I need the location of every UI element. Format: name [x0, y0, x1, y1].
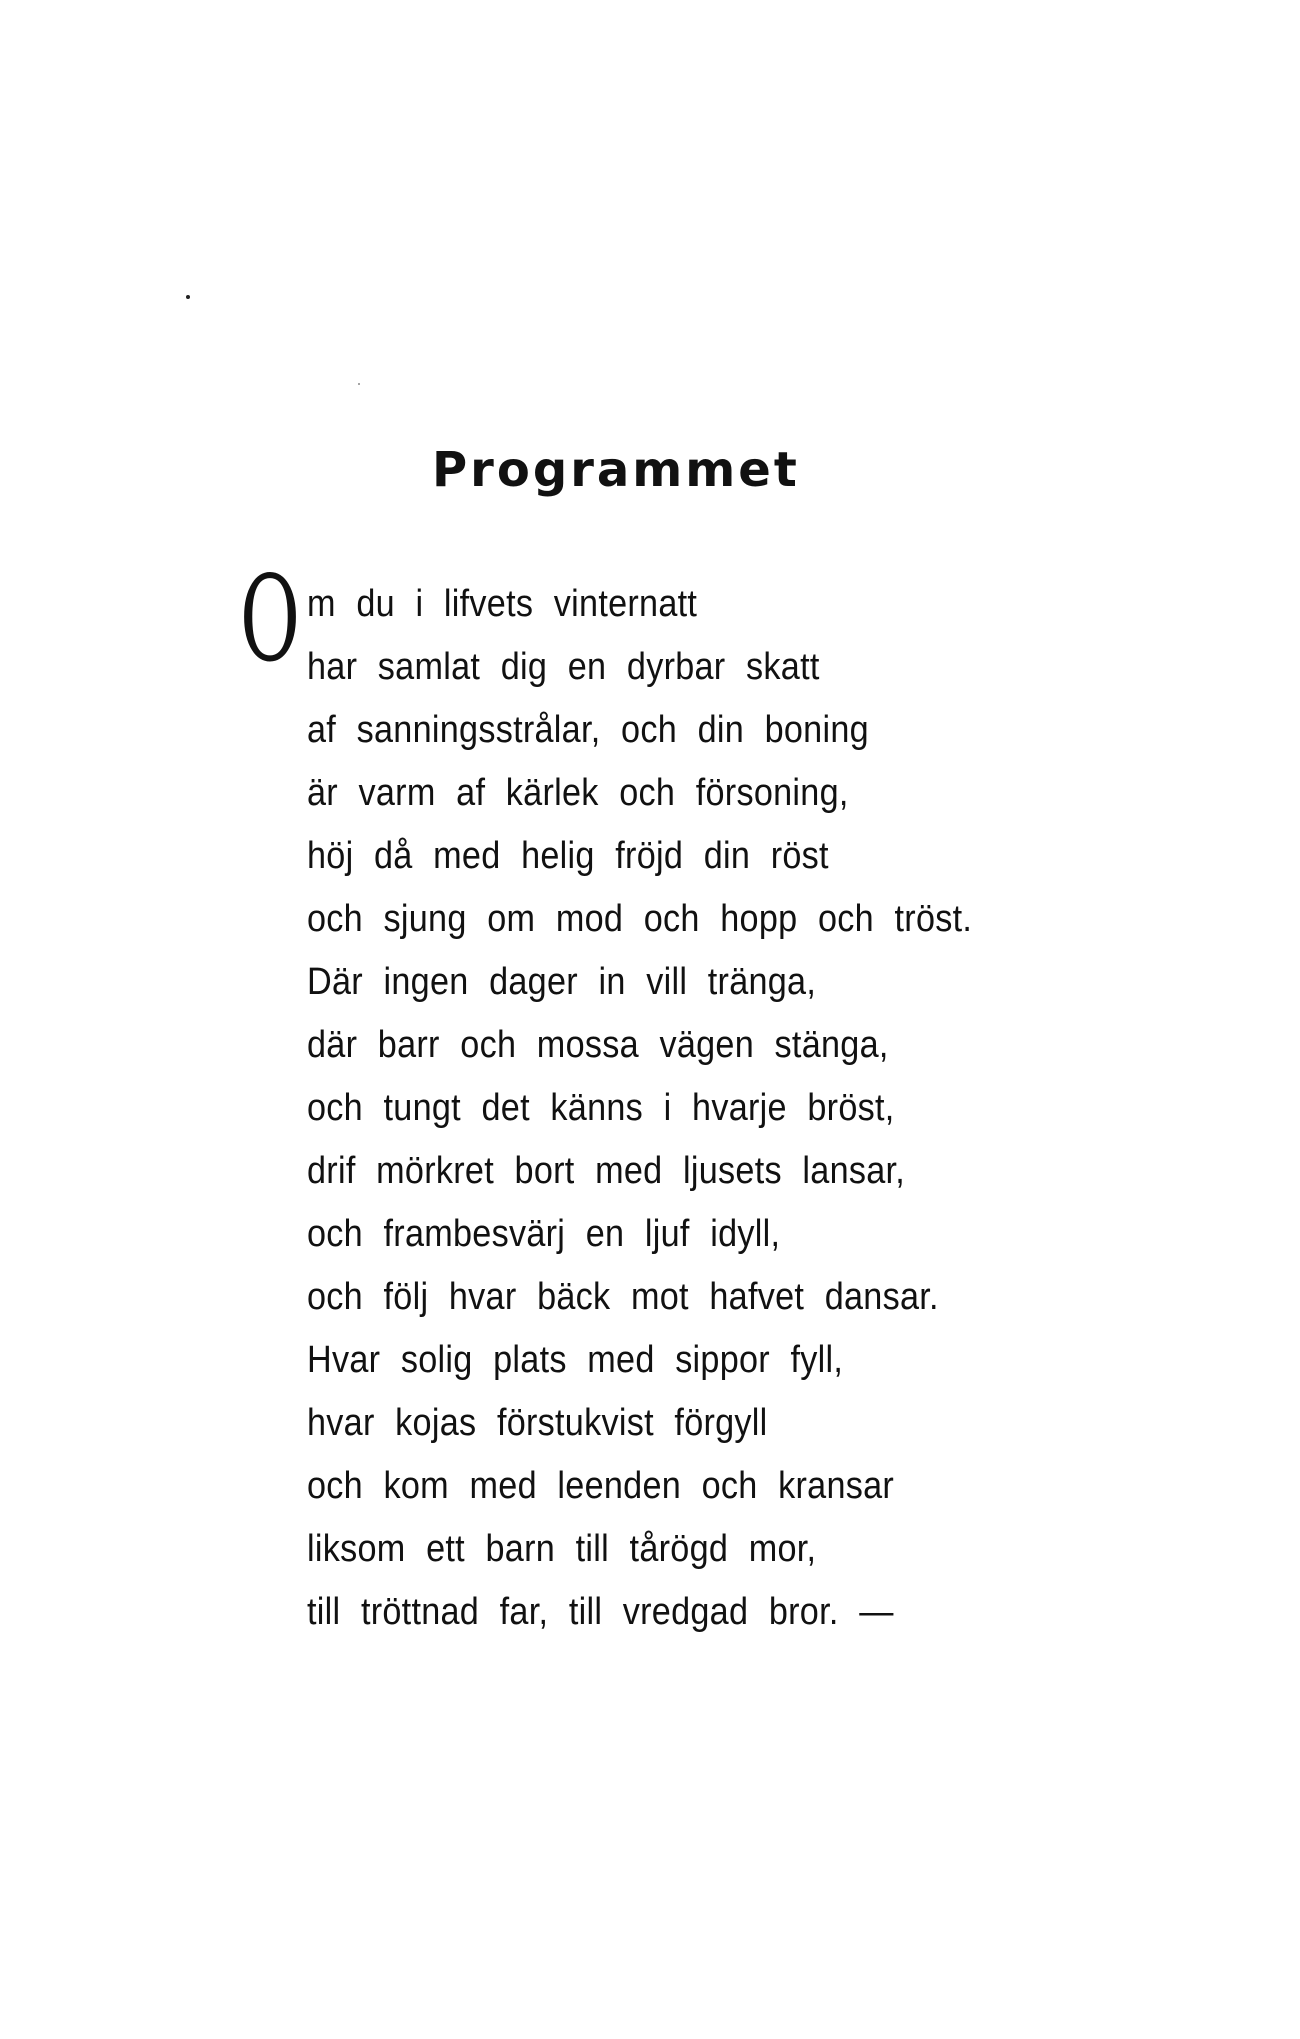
- poem-title: Programmet: [432, 442, 800, 498]
- poem-lines: [307, 573, 1127, 1644]
- poem-line: och följ hvar bäck mot hafvet dansar.: [307, 1276, 939, 1318]
- poem-line: och sjung om mod och hopp och tröst.: [307, 898, 973, 940]
- poem-line: höj då med helig fröjd din röst: [307, 835, 829, 877]
- poem-line: där barr och mossa vägen stänga,: [307, 1024, 889, 1066]
- poem-line: har samlat dig en dyrbar skatt: [307, 646, 820, 688]
- poem-line: är varm af kärlek och försoning,: [307, 772, 849, 814]
- print-speck: [358, 383, 360, 385]
- poem-line: Hvar solig plats med sippor fyll,: [307, 1339, 844, 1381]
- print-speck: [186, 295, 190, 299]
- poem-line: af sanningsstrålar, och din boning: [307, 709, 869, 751]
- poem-line: och tungt det känns i hvarje bröst,: [307, 1087, 895, 1129]
- poem-line: liksom ett barn till tårögd mor,: [307, 1528, 817, 1570]
- poem-line: och frambesvärj en ljuf idyll,: [307, 1213, 781, 1255]
- poem-line: m du i lifvets vinternatt: [307, 583, 698, 625]
- poem-line: hvar kojas förstukvist förgyll: [307, 1402, 768, 1444]
- drop-cap: O: [240, 550, 300, 688]
- poem-line: och kom med leenden och kransar: [307, 1465, 895, 1507]
- poem-line: till tröttnad far, till vredgad bror. —: [307, 1591, 894, 1633]
- poem-line: drif mörkret bort med ljusets lansar,: [307, 1150, 906, 1192]
- poem-line: Där ingen dager in vill tränga,: [307, 961, 817, 1003]
